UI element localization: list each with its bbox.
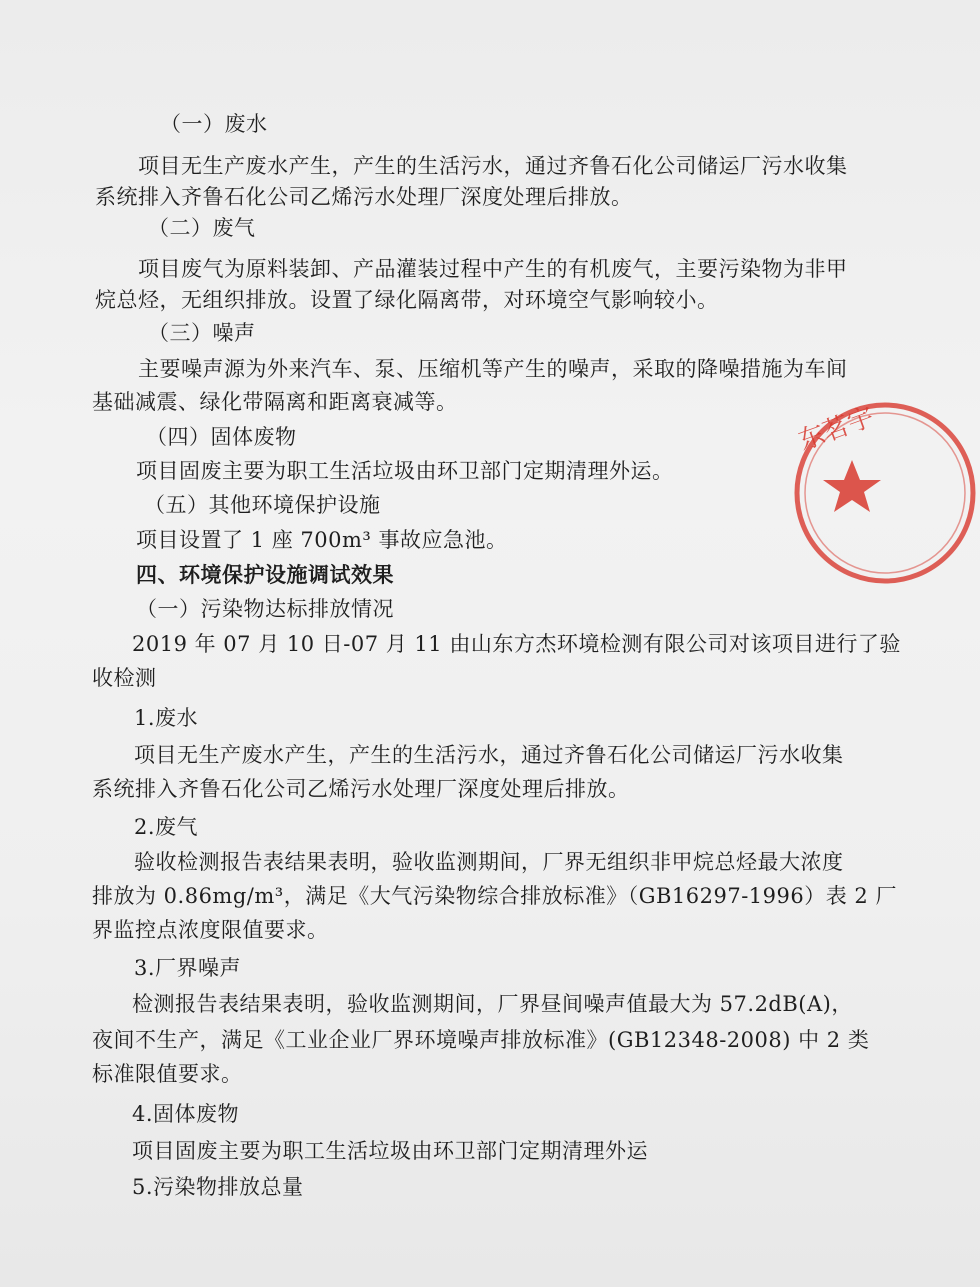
- paragraph-line: 检测报告表结果表明，验收监测期间，厂界昼间噪声值最大为 57.2dB(A)，: [132, 992, 853, 1016]
- seal-star-icon: [823, 460, 881, 512]
- chapter-heading: 四、环境保护设施调试效果: [136, 562, 394, 587]
- paragraph-line: 项目废气为原料装卸、产品灌装过程中产生的有机废气，主要污染物为非甲: [138, 257, 848, 281]
- paragraph-line: 主要噪声源为外来汽车、泵、压缩机等产生的噪声，采取的降噪措施为车间: [138, 357, 848, 381]
- paragraph-line: 系统排入齐鲁石化公司乙烯污水处理厂深度处理后排放。: [95, 185, 633, 209]
- paragraph-line: 2019 年 07 月 10 日-07 月 11 由山东方杰环境检测有限公司对该项目进行了验: [132, 632, 901, 656]
- sub-heading: （一）污染物达标排放情况: [136, 597, 394, 621]
- paragraph-line: 标准限值要求。: [92, 1062, 243, 1086]
- paragraph-line: 界监控点浓度限值要求。: [92, 918, 329, 942]
- paragraph-line: 排放为 0.86mg/m³，满足《大气污染物综合排放标准》（GB16297-1996）表 2 厂: [92, 884, 897, 908]
- item-heading-waste-water: 1.废水: [134, 706, 199, 730]
- item-heading-solid-waste: 4.固体废物: [132, 1102, 240, 1126]
- section-heading-noise: （三）噪声: [148, 321, 256, 345]
- paragraph-line: 基础减震、绿化带隔离和距离衰减等。: [92, 390, 458, 414]
- paragraph-line: 项目无生产废水产生，产生的生活污水，通过齐鲁石化公司储运厂污水收集: [134, 743, 844, 767]
- paragraph-line: 项目无生产废水产生，产生的生活污水，通过齐鲁石化公司储运厂污水收集: [138, 154, 848, 178]
- section-heading-solid-waste: （四）固体废物: [146, 425, 297, 449]
- seal-text: 东茗宇: [794, 401, 879, 457]
- item-heading-total-emissions: 5.污染物排放总量: [132, 1175, 304, 1199]
- paragraph-line: 项目固废主要为职工生活垃圾由环卫部门定期清理外运。: [136, 459, 674, 483]
- section-heading-other-facilities: （五）其他环境保护设施: [144, 493, 381, 517]
- paragraph-line: 验收检测报告表结果表明，验收监测期间，厂界无组织非甲烷总烃最大浓度: [134, 850, 844, 874]
- item-heading-waste-gas: 2.废气: [134, 815, 199, 839]
- paragraph-line: 项目设置了 1 座 700m³ 事故应急池。: [136, 528, 508, 552]
- section-heading-waste-gas: （二）废气: [148, 216, 256, 240]
- section-heading-waste-water: （一）废水: [160, 112, 268, 136]
- item-heading-noise: 3.厂界噪声: [134, 956, 242, 980]
- paragraph-line: 收检测: [92, 666, 157, 690]
- company-seal: [790, 398, 980, 588]
- paragraph-line: 烷总烃，无组织排放。设置了绿化隔离带，对环境空气影响较小。: [95, 288, 719, 312]
- paragraph-line: 项目固废主要为职工生活垃圾由环卫部门定期清理外运: [132, 1139, 648, 1163]
- paragraph-line: 系统排入齐鲁石化公司乙烯污水处理厂深度处理后排放。: [92, 777, 630, 801]
- paragraph-line: 夜间不生产，满足《工业企业厂界环境噪声排放标准》(GB12348-2008) 中 2 类: [92, 1028, 870, 1052]
